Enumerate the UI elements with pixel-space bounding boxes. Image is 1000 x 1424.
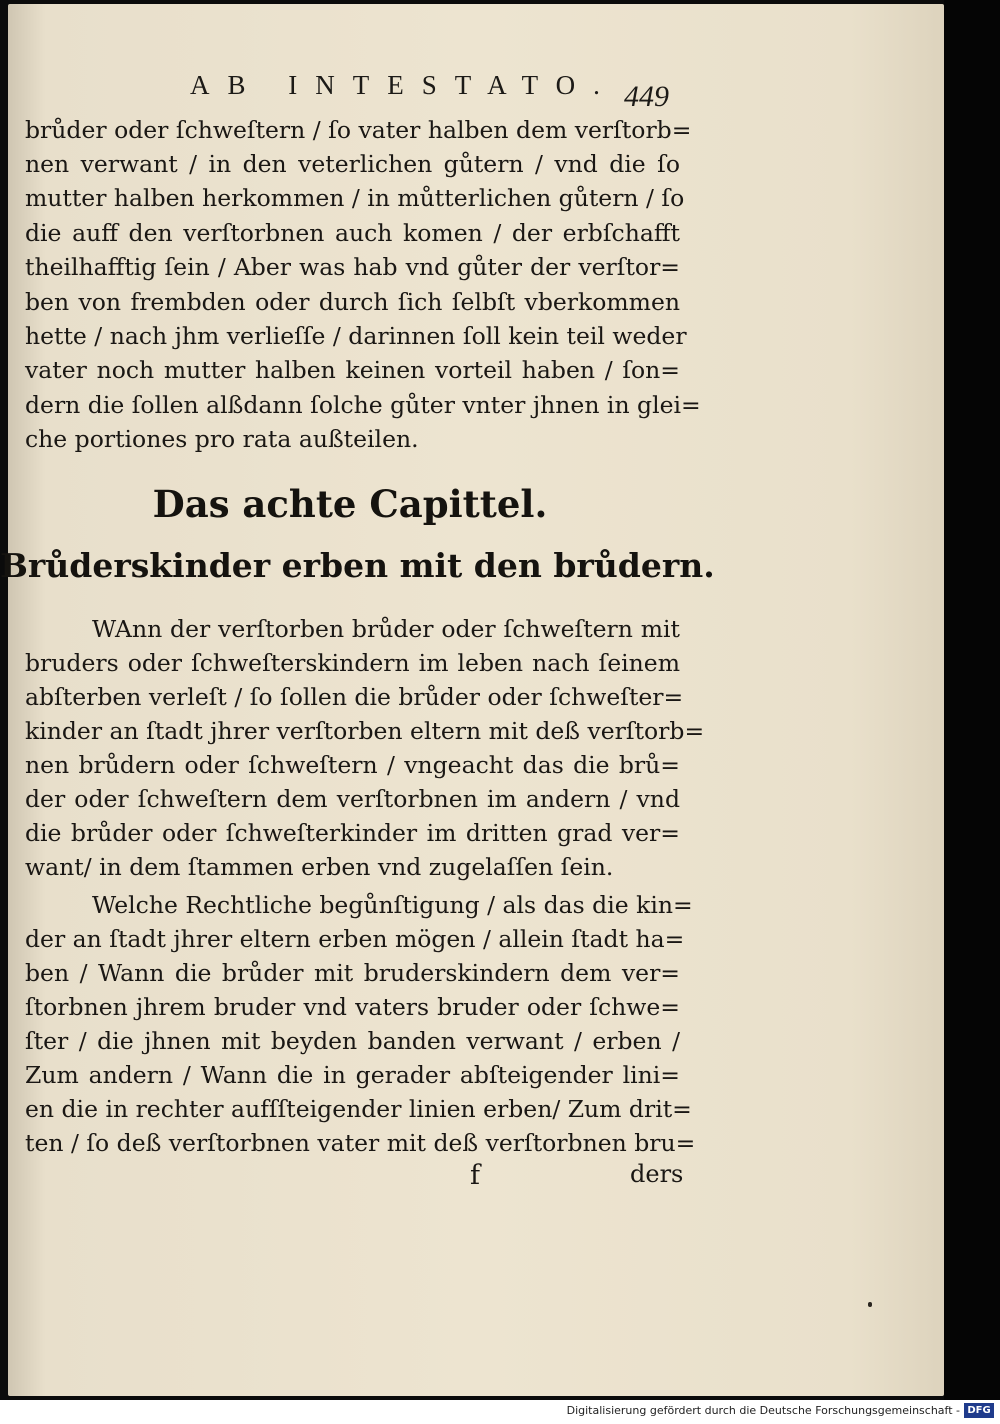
text-line: theilhafftig ſein / Aber was hab vnd gůter der verſtor= — [25, 253, 680, 281]
text-line: die brůder oder ſchweſterkinder im dritten grad ver= — [25, 819, 680, 847]
chapter-title: Das achte Capittel. — [152, 482, 548, 526]
page-number: 449 — [624, 80, 669, 113]
text-line: nen brůdern oder ſchweſtern / vngeacht das die brů= — [25, 751, 680, 779]
text-line: mutter halben herkommen / in můtterlichen gůtern / ſo — [25, 184, 685, 212]
text-line: Welche Rechtliche begůnſtigung / als das die kin= — [92, 891, 693, 919]
text-line: bruders oder ſchweſterskindern im leben nach ſeinem — [25, 649, 680, 677]
text-line: abſterben verleſt / ſo ſollen die brůder oder ſchweſter= — [25, 683, 684, 711]
dfg-logo-icon: DFG — [964, 1403, 994, 1418]
chapter-subtitle: Brůderskinder erben mit den brůdern. — [0, 546, 715, 585]
text-line: nen verwant / in den veterlichen gůtern / vnd die ſo — [25, 150, 680, 178]
text-line: WAnn der verſtorben brůder oder ſchweſtern mit — [92, 615, 680, 643]
text-line: che portiones pro rata außteilen. — [25, 425, 419, 453]
text-line: vater noch mutter halben keinen vorteil haben / ſon= — [25, 356, 680, 384]
text-line: kinder an ſtadt jhrer verſtorben eltern mit deß verſtorb= — [25, 717, 705, 745]
text-line: brůder oder ſchweſtern / ſo vater halben dem verſtorb= — [25, 116, 692, 144]
text-line: ſter / die jhnen mit beyden banden verwant / erben / — [25, 1027, 680, 1055]
text-line: der an ſtadt jhrer eltern erben mögen / allein ſtadt ha= — [25, 925, 685, 953]
text-line: ben / Wann die brůder mit bruderskindern dem ver= — [25, 959, 680, 987]
catchword: ders — [630, 1160, 684, 1188]
ink-speck — [868, 1302, 872, 1307]
text-line: dern die ſollen alßdann ſolche gůter vnter jhnen in glei= — [25, 391, 701, 419]
text-line: en die in rechter aufſſteigender linien erben/ Zum drit= — [25, 1095, 692, 1123]
text-line: want/ in dem ſtammen erben vnd zugelaſſen ſein. — [25, 853, 614, 881]
signature-mark: f — [470, 1160, 480, 1191]
text-line: ten / ſo deß verſtorbnen vater mit deß verſtorbnen bru= — [25, 1129, 696, 1157]
page-edge-shadow — [944, 0, 1000, 1400]
text-line: die auff den verſtorbnen auch komen / der erbſchafft — [25, 219, 680, 247]
text-line: hette / nach jhm verlieſſe / darinnen ſoll kein teil weder — [25, 322, 687, 350]
running-header: AB INTESTATO. — [190, 70, 618, 100]
text-line: ſtorbnen jhrem bruder vnd vaters bruder oder ſchwe= — [25, 993, 680, 1021]
text-line: ben von frembden oder durch ſich ſelbſt vberkommen — [25, 288, 680, 316]
text-line: Zum andern / Wann die in gerader abſteigender lini= — [25, 1061, 680, 1089]
text-line: der oder ſchweſtern dem verſtorbnen im andern / vnd — [25, 785, 680, 813]
footer-credit: Digitalisierung gefördert durch die Deutsche Forschungsgemeinschaft - — [566, 1404, 960, 1417]
